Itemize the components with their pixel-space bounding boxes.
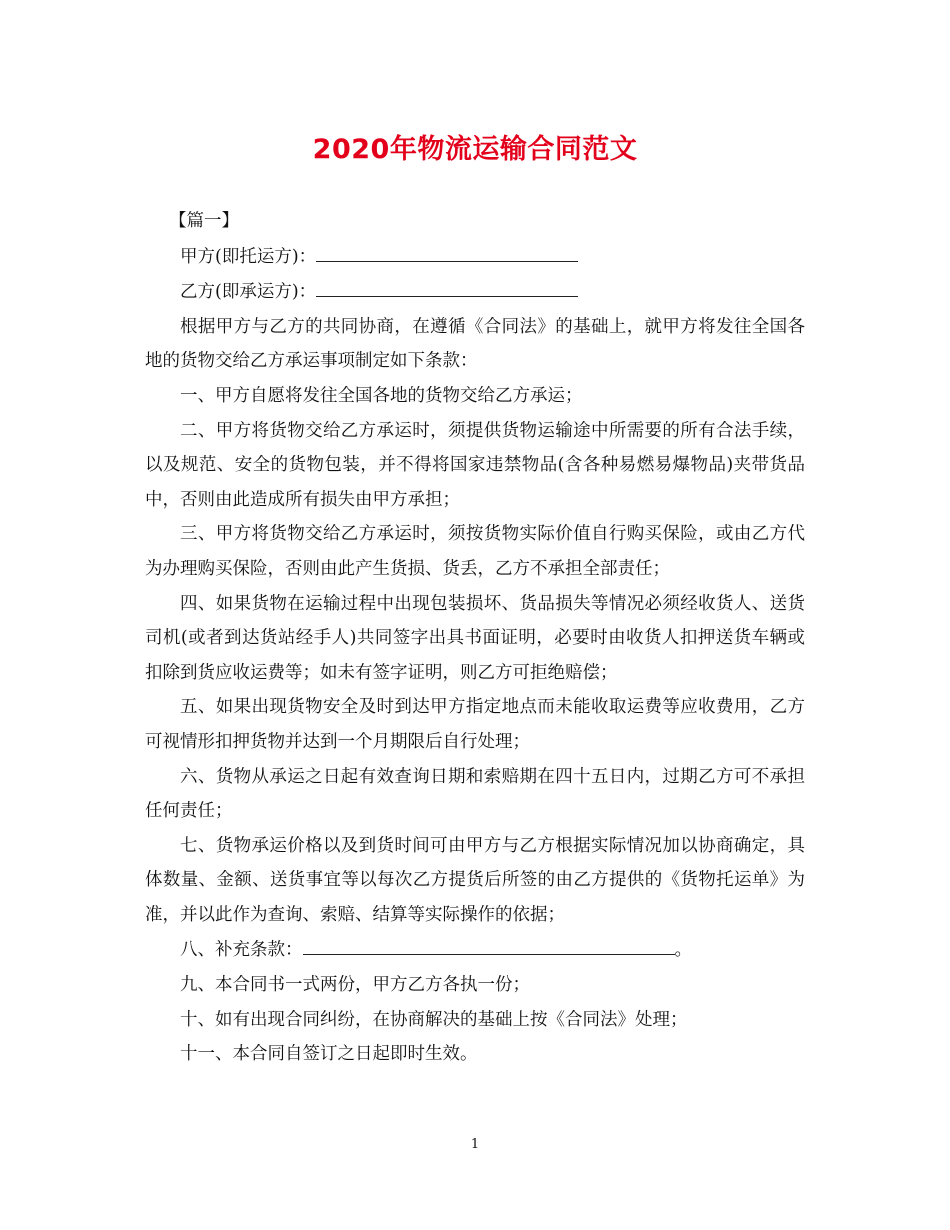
page-number: 1: [470, 1137, 480, 1152]
document-body: [145, 204, 805, 1072]
clause-8-end: 。: [674, 940, 692, 961]
party-a-label: 甲方(即托运方)：: [180, 246, 317, 267]
clause-9: 九、本合同书一式两份，甲方乙方各执一份；: [180, 975, 530, 996]
clause-5: 五、如果出现货物安全及时到达甲方指定地点而未能收取运费等应收费用，乙方可视情形扣押货物并达到一个月期限后自行处理；: [145, 697, 805, 752]
party-b-line: [145, 274, 805, 310]
clause-11: 十一、本合同自签订之日起即时生效。: [180, 1044, 478, 1065]
clause-8-label: 八、补充条款：: [180, 940, 303, 961]
clause-2: 二、甲方将货物交给乙方承运时，须提供货物运输途中所需要的所有合法手续，以及规范、安全的货物包装，并不得将国家违禁物品(含各种易燃易爆物品)夹带货品中，否则由此造成所有损失由甲方承担；: [145, 420, 805, 510]
clause-3: 三、甲方将货物交给乙方承运时，须按货物实际价值自行购买保险，或由乙方代为办理购买保险，否则由此产生货损、货丢，乙方不承担全部责任；: [145, 524, 805, 579]
party-b-label: 乙方(即承运方)：: [180, 282, 317, 303]
document-title: 2020年物流运输合同范文: [312, 134, 638, 165]
clause-7: 七、货物承运价格以及到货时间可由甲方与乙方根据实际情况加以协商确定，具体数量、金额、送货事宜等以每次乙方提货后所签的由乙方提供的《货物托运单》为准，并以此作为查询、索赔、结算等实际操作的依据；: [145, 835, 805, 925]
clause-6: 六、货物从承运之日起有效查询日期和索赔期在四十五日内，过期乙方可不承担任何责任；: [145, 766, 805, 822]
party-a-blank: [316, 239, 578, 262]
party-b-blank: [316, 274, 578, 297]
clause-8: [145, 932, 805, 968]
clause-1: 一、甲方自愿将发往全国各地的货物交给乙方承运；: [180, 385, 583, 406]
clause-4: 四、如果货物在运输过程中出现包装损坏、货品损失等情况必须经收货人、送货司机(或者到达货站经手人)共同签字出具书面证明，必要时由收货人扣押送货车辆或扣除到货应收运费等；如未有签字证明，则乙方可拒绝赔偿；: [145, 593, 805, 683]
section-label: 【篇一】: [169, 211, 239, 231]
clause-10: 十、如有出现合同纠纷，在协商解决的基础上按《合同法》处理；: [180, 1009, 688, 1030]
party-a-line: [145, 239, 805, 275]
clause-8-blank: [303, 932, 675, 955]
intro-paragraph: 根据甲方与乙方的共同协商，在遵循《合同法》的基础上，就甲方将发往全国各地的货物交给乙方承运事项制定如下条款：: [145, 316, 805, 372]
